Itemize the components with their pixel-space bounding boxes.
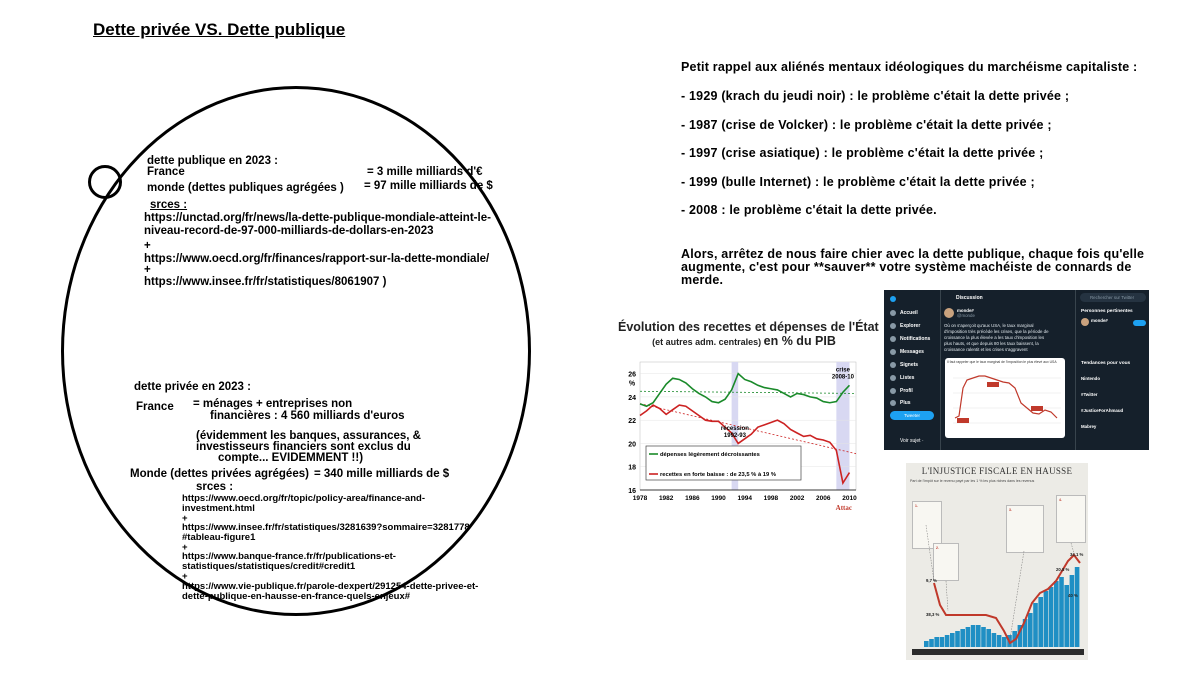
y-tick-label: 22 (628, 418, 636, 426)
y-tick-label: 16 (628, 488, 636, 495)
poster-value-label: 40 % (1068, 593, 1078, 598)
twitter-search-input[interactable] (1080, 293, 1146, 302)
private-debt-note: investisseurs financiers sont exclus du (196, 441, 411, 453)
public-debt-source-link[interactable]: niveau-record-de-97-000-milliards-de-dollars-en-2023 (144, 225, 434, 237)
public-debt-source-link[interactable]: https://www.insee.fr/fr/statistiques/8061907 ) (144, 276, 387, 288)
trend-item[interactable]: Nintendo (1081, 376, 1101, 381)
twitter-nav-item[interactable]: Accueil (900, 310, 918, 316)
twitter-main-column (941, 290, 1076, 450)
private-debt-source-link[interactable]: statistiques/statistiques/credit#credit1 (182, 561, 356, 572)
injustice-fiscale-poster (906, 463, 1088, 660)
poster-value-label: 20,8 % (1056, 567, 1070, 572)
public-debt-source-link[interactable]: https://www.oecd.org/fr/finances/rapport-sur-la-dette-mondiale/ (144, 253, 490, 265)
poster-bar (945, 635, 950, 647)
tweet-chart-image[interactable] (945, 358, 1065, 438)
y-tick-label: 24 (628, 394, 636, 402)
private-debt-france-value: = ménages + entreprises non (193, 398, 353, 410)
tweet-handle: @monde (957, 313, 975, 318)
public-debt-france-label: France (147, 166, 185, 178)
twitter-nav-item[interactable]: Messages (900, 349, 924, 355)
tweet-author[interactable]: monde# (957, 308, 974, 313)
plus-sign: + (182, 571, 188, 582)
private-debt-source-link[interactable]: dette-publique-en-hausse-en-france-quels-enjeux# (182, 591, 411, 602)
plus-sign: + (182, 542, 188, 553)
home-icon (890, 310, 896, 316)
poster-bar (1054, 581, 1059, 647)
chart-subtitle-small: (et autres adm. centrales) (652, 337, 762, 347)
x-tick-label: 2002 (789, 495, 805, 502)
poster-bar (966, 627, 971, 647)
revenue-spending-chart (618, 348, 872, 518)
x-tick-label: 2010 (842, 495, 857, 502)
tweet-text: plus hauts, et que depuis 80 les taux baissent, la (944, 341, 1039, 346)
poster-value-label: 34,1 % (1070, 552, 1084, 557)
legend-label-revenue: recettes en forte baisse : de 23,5 % à 19 % (660, 472, 776, 478)
private-debt-source-link[interactable]: https://www.vie-publique.fr/parole-dexpert/291254-dette-privee-et- (182, 581, 479, 592)
private-debt-sources-label: srces : (196, 481, 234, 493)
tweet-chart-graphic (945, 358, 1065, 438)
twitter-header: Discussion (956, 295, 983, 301)
recession-annotation: 1992-93 (723, 432, 746, 439)
poster-bar (976, 625, 981, 647)
private-debt-heading: dette privée en 2023 : (134, 381, 251, 393)
trend-item[interactable]: #Twitter (1081, 392, 1098, 397)
tweet-chart-caption: Il faut rappeler que le taux marginal de l'imposition le plus élevé aux USA (947, 360, 1057, 364)
plus-sign: + (182, 513, 188, 524)
public-debt-france-value: = 3 mille milliards d'€ (367, 166, 483, 178)
page-title: Dette privée VS. Dette publique (93, 20, 346, 39)
poster-bar-chart (906, 463, 1088, 660)
poster-title: L'INJUSTICE FISCALE EN HAUSSE (921, 466, 1073, 476)
poster-bar (960, 629, 965, 647)
legend-label-spending: dépenses légèrement décroissantes (660, 452, 760, 458)
twitter-nav-item[interactable]: Listes (900, 375, 915, 381)
relevant-people-title: Personnes pertinentes (1081, 309, 1133, 314)
mail-icon (890, 349, 896, 355)
poster-bar (1002, 637, 1007, 647)
twitter-nav-item[interactable]: Signets (900, 362, 919, 368)
reminder-conclusion: Alors, arrêtez de nous faire chier avec la dette publique, chaque fois qu'elle (681, 247, 1145, 261)
trend-item[interactable]: #JusticeForAhmaud (1081, 408, 1124, 413)
more-icon (890, 400, 896, 406)
twitter-nav-item[interactable]: Plus (900, 400, 911, 406)
poster-bar (929, 639, 934, 647)
tweet-button[interactable]: Tweeter (890, 411, 934, 420)
y-tick-label: 26 (628, 371, 636, 379)
trend-item[interactable]: Mabrey (1081, 424, 1097, 429)
recession-annotation: récession (720, 425, 749, 432)
twitter-bird-icon (890, 296, 896, 302)
chart-subtitle (618, 334, 870, 348)
poster-bar (1028, 613, 1033, 647)
reminder-intro: Petit rappel aux aliénés mentaux idéologiques du marchéisme capitaliste : (681, 60, 1138, 74)
public-debt-source-link[interactable]: https://unctad.org/fr/news/la-dette-publique-mondiale-atteint-le- (144, 212, 491, 224)
poster-bar (1033, 603, 1038, 647)
poster-box-number: 1. (915, 504, 918, 508)
poster-bar (1049, 587, 1054, 647)
tweet-text: d'imposition très précède les crises, que la période de (944, 329, 1049, 334)
bookmark-icon (890, 362, 896, 368)
poster-bar (1070, 575, 1075, 647)
poster-bar (924, 641, 929, 647)
private-debt-source-link[interactable]: #tableau-figure1 (182, 532, 256, 543)
private-debt-source-link[interactable]: investment.html (182, 503, 255, 514)
twitter-nav-item[interactable]: Explorer (900, 323, 921, 329)
poster-subtitle: Part de l'impôt sur le revenu payé par les 1 % les plus riches dans les revenus (910, 479, 1035, 483)
poster-bar (934, 637, 939, 647)
twitter-nav-item[interactable]: Profil (900, 388, 913, 394)
poster-value-label: 9,7 % (926, 578, 937, 583)
tweet-text: Où on s'aperçoit qu'aux USA, le taux marginal (944, 323, 1034, 328)
x-tick-label: 2006 (816, 495, 831, 502)
shaded-period (836, 362, 849, 490)
plus-sign: + (144, 240, 151, 252)
public-debt-world-value: = 97 mille milliards de $ (364, 180, 493, 192)
private-debt-source-link[interactable]: https://www.banque-france.fr/fr/publications-et- (182, 551, 396, 562)
small-circle-outline (88, 165, 122, 199)
poster-bar (940, 637, 945, 647)
poster-bar (1059, 577, 1064, 647)
reminder-item: - 1997 (crise asiatique) : le problème c'était la dette privée ; (681, 146, 1044, 160)
follow-button[interactable] (1133, 320, 1146, 326)
private-debt-note: (évidemment les banques, assurances, & (196, 430, 421, 442)
twitter-screenshot (884, 290, 1149, 450)
poster-bar (1044, 591, 1049, 647)
poster-box-number: 3. (1009, 508, 1012, 512)
x-tick-label: 1986 (685, 495, 700, 502)
poster-box-number: 2. (936, 546, 939, 550)
poster-bar (981, 627, 986, 647)
crisis-annotation: crise (835, 367, 850, 374)
twitter-right-column (1077, 290, 1149, 450)
plus-sign: + (144, 264, 151, 276)
public-debt-world-label: monde (dettes publiques agrégées ) (147, 182, 344, 194)
x-tick-label: 1978 (632, 495, 648, 502)
private-debt-world-label: Monde (dettes privées agrégées) (130, 468, 309, 480)
private-debt-world-value: = 340 mille milliards de $ (314, 468, 450, 480)
avatar[interactable] (1081, 318, 1089, 326)
y-tick-label: 18 (628, 464, 636, 472)
reminder-item: - 1987 (crise de Volcker) : le problème c'était la dette privée ; (681, 118, 1052, 132)
poster-bar (1038, 597, 1043, 647)
twitter-nav-item[interactable]: Notifications (900, 336, 931, 342)
x-tick-label: 1990 (711, 495, 726, 502)
tweet-text: croissance ralentit et les crises s'aggravent (944, 347, 1028, 352)
explore-icon (890, 323, 896, 329)
reminder-item: - 1929 (krach du jeudi noir) : le problème c'était la dette privée ; (681, 89, 1070, 103)
reminder-item: - 2008 : le problème c'était la dette privée. (681, 203, 937, 217)
poster-bar (986, 629, 991, 647)
reminder-conclusion: merde. (681, 273, 724, 287)
y-axis-label: % (628, 380, 636, 388)
x-tick-label: 1982 (658, 495, 674, 502)
attac-logo: Attac (835, 504, 852, 512)
poster-bar (997, 635, 1002, 647)
twitter-search-placeholder: Rechercher sur Twitter (1090, 294, 1135, 300)
relevant-person-name[interactable]: monde# (1091, 318, 1108, 323)
crisis-annotation: 2008-10 (831, 374, 854, 381)
public-debt-heading: dette publique en 2023 : (147, 155, 278, 167)
poster-bar (992, 633, 997, 647)
avatar[interactable] (944, 308, 954, 318)
private-debt-note: compte... EVIDEMMENT !!) (218, 452, 364, 464)
poster-bar (950, 633, 955, 647)
trends-title: Tendances pour vous (1081, 361, 1131, 366)
public-debt-sources-label: srces : (150, 199, 188, 211)
x-tick-label: 1994 (737, 495, 752, 502)
private-debt-france-label: France (136, 401, 174, 413)
poster-value-label: 38,3 % (926, 612, 940, 617)
twitter-bottom-user[interactable]: Voir sujet · (900, 438, 924, 444)
twitter-sidebar (884, 290, 941, 450)
chart-subtitle-big: en % du PIB (763, 334, 836, 348)
list-icon (890, 375, 896, 381)
profile-icon (890, 388, 896, 394)
reminder-item: - 1999 (bulle Internet) : le problème c'était la dette privée ; (681, 175, 1035, 189)
bell-icon (890, 336, 896, 342)
poster-bar (1075, 567, 1080, 647)
tweet-text: croissance la plus élevée a les taux d'imposition les (944, 335, 1045, 340)
private-debt-source-link[interactable]: https://www.insee.fr/fr/statistiques/3281639?sommaire=3281778 (182, 522, 470, 533)
x-tick-label: 1998 (763, 495, 779, 502)
private-debt-france-value: financières : 4 560 milliards d'euros (210, 410, 405, 422)
poster-box-number: 4. (1059, 498, 1062, 502)
chart-title: Évolution des recettes et dépenses de l'État (618, 320, 879, 334)
reminder-conclusion: augmente, c'est pour **sauver** votre système machéiste de connards de (681, 260, 1132, 274)
poster-bar (971, 625, 976, 647)
y-tick-label: 20 (628, 441, 636, 449)
poster-bar (955, 631, 960, 647)
private-debt-source-link[interactable]: https://www.oecd.org/fr/topic/policy-area/finance-and- (182, 493, 425, 504)
